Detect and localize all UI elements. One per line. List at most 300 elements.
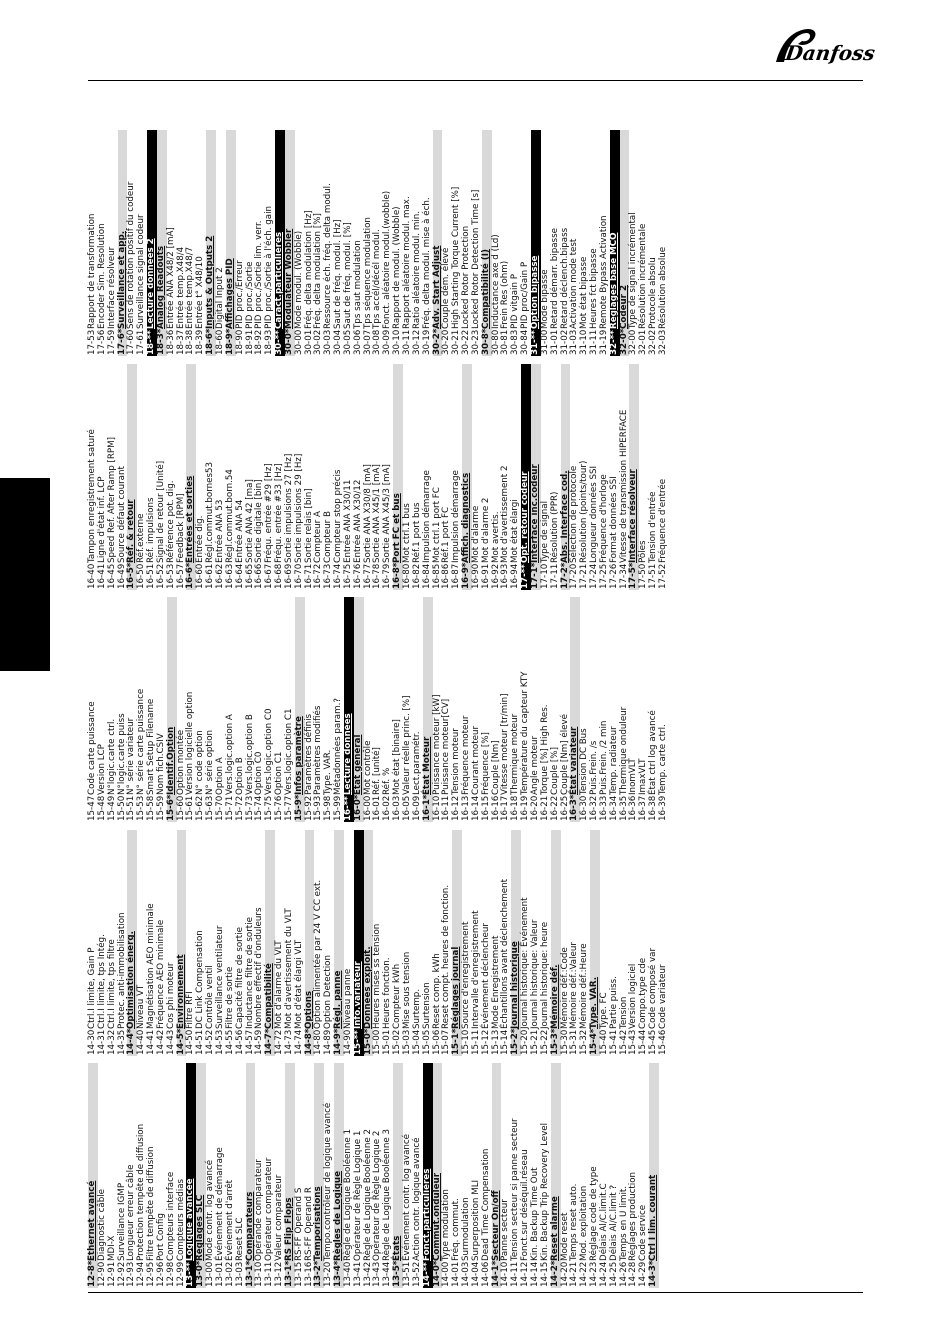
parameter-number: 30-23 [470, 329, 481, 355]
parameter-number: 17-50 [638, 563, 649, 589]
parameter-number: 18-37 [175, 329, 186, 355]
parameter-name: Surveillance signal codeur [136, 214, 147, 329]
parameter-number: 30-04 [333, 329, 344, 355]
parameter-number: 32-00 [628, 329, 639, 355]
parameter-number: 17-59 [106, 329, 117, 355]
parameter-name: Règle de Logique Booléenne 3 [382, 1128, 393, 1261]
parameter-name: Speed Ref. After Ramp [RPM] [106, 436, 117, 563]
parameter-name: Rapport de transformation [87, 213, 97, 329]
parameter-number: 17-10 [539, 563, 550, 589]
header-rule [88, 80, 863, 81]
parameter-number: 17-53 [87, 329, 97, 355]
parameter-number: 13-20 [323, 1261, 334, 1287]
parameter-number: 16-03 [392, 795, 403, 821]
parameter-name: Heures mises ss tension [372, 923, 383, 1029]
parameter-name: Mod. exploitation [579, 1185, 590, 1261]
parameter-number: 16-57 [175, 563, 186, 589]
parameter-number: 15-9* [293, 794, 304, 821]
parameter-number: 16-02 [382, 795, 393, 821]
parameter-number: 14-15 [539, 1261, 550, 1287]
parameter-number: 14-21 [569, 1261, 580, 1287]
parameter-name: Adv. Start Adjust [431, 245, 442, 329]
parameter-name: État Moteur [421, 736, 432, 795]
parameter-number: 15-48 [96, 795, 107, 821]
parameter-number: 31-00 [539, 329, 550, 355]
parameter-name: Mémoire déf.:Code [559, 947, 570, 1029]
parameter-number: 14-40 [136, 1029, 147, 1055]
parameter-number: 15-99 [333, 795, 344, 821]
parameter-name: Comparateurs [244, 1191, 255, 1261]
parameter-name: Compatibilité [264, 963, 275, 1029]
parameter-name: Opérateur comparateur [264, 1157, 275, 1261]
parameter-number: 16-22 [549, 795, 560, 821]
parameter-name: Ctrl.I limite, tps Intég. [96, 934, 107, 1029]
parameter-number: 16-16 [490, 795, 501, 821]
parameter-number: 30-80 [490, 329, 501, 355]
parameter-name: Sens de rotation positif du codeur [126, 181, 137, 329]
parameter-number: 16-12 [451, 795, 462, 821]
parameter-name: Saut de fréq. modul. [Hz] [333, 219, 344, 329]
parameter-name: Paramètres définis [303, 713, 314, 795]
parameter-number: 16-11 [441, 795, 452, 821]
parameter-number: 15-07 [441, 1029, 452, 1055]
parameter-number: 30-02 [313, 329, 324, 355]
parameter-number: 14-57 [244, 1029, 255, 1055]
parameter-number: 16-84 [421, 563, 432, 589]
parameter-number: 16-51 [146, 563, 157, 589]
parameter-number: 15-42 [618, 1029, 629, 1055]
parameter-number: 15-74 [254, 795, 265, 821]
parameter-number: 17-60 [126, 329, 137, 355]
parameter-number: 13-03 [234, 1261, 245, 1287]
parameter-name: Surveillance et app. [116, 231, 127, 329]
parameter-name: Fréq. commut. [451, 1198, 462, 1261]
parameter-name: Surveillance IGMP [116, 1182, 127, 1261]
parameter-name: Heures fonction. [382, 957, 393, 1029]
parameter-number: 15-22 [539, 1029, 550, 1055]
parameter-name: N° série option [205, 729, 216, 795]
parameter-name: État variateur [569, 726, 580, 795]
parameter-number: 16-66 [254, 563, 265, 589]
parameter-name: Panne secteur [500, 1199, 511, 1261]
parameter-name: Référence pot. dig. [165, 480, 176, 563]
parameter-name: Mot avertis. [490, 511, 501, 563]
parameter-name: Tension secteur si panne secteur [510, 1118, 521, 1261]
parameter-number: 13-41 [352, 1261, 363, 1287]
parameter-number: 14-8* [303, 1028, 314, 1055]
parameter-number: 15-01 [382, 1029, 393, 1055]
parameter-number: 14-41 [146, 1029, 157, 1055]
parameter-name: Codeur 2 [618, 285, 629, 329]
parameter-name: Opérateur de Règle Logique 1 [352, 1130, 363, 1261]
parameter-name: Mot d'état élargi VLT [293, 939, 304, 1029]
parameter-name: Réf.externe [136, 513, 147, 563]
parameter-name: Version logiciel [628, 963, 639, 1029]
parameter-number: 15-61 [185, 795, 196, 821]
parameter-name: Impulsion démarrage [421, 470, 432, 563]
parameter-name: Ethernet avancé [87, 1180, 97, 1261]
parameter-name: Entrée temp.X48/7 [185, 246, 196, 329]
parameter-name: Optimisation énerg. [126, 931, 137, 1029]
parameter-row [659, 830, 669, 1056]
parameter-name: InomVLT [628, 758, 639, 795]
parameter-number: 16-01 [372, 795, 383, 821]
parameter-name: Saut de fréq. modul. [%] [342, 222, 353, 329]
parameter-number: 16-41 [96, 563, 107, 589]
parameter-number: 14-28 [628, 1261, 639, 1287]
parameter-name: Compteur kWh [392, 963, 403, 1029]
parameter-name: Lecture données [342, 713, 353, 795]
parameter-name: Réglages production [628, 1171, 639, 1261]
parameter-name: Mot contrôle [362, 740, 373, 795]
parameter-name: Résolution (PPR) [549, 491, 560, 563]
parameter-number: 16-61 [205, 563, 216, 589]
parameter-name: Mode bipasse [539, 269, 550, 329]
parameter-number: 16-34 [608, 795, 619, 821]
parameter-number: 14-** [421, 1262, 432, 1287]
parameter-name: Lect.paramétr. [411, 731, 422, 795]
parameter-name: Courant moteur [470, 725, 481, 795]
parameter-name: Dead Time Compensation [480, 1148, 491, 1261]
parameter-number: 14-24 [598, 1261, 609, 1287]
parameter-name: Régl. panne [333, 970, 344, 1029]
parameter-number: 12-99 [175, 1261, 186, 1287]
parameter-number: 15-60 [175, 795, 186, 821]
parameter-number: 31-01 [549, 329, 560, 355]
parameter-name: Mise sous tension [402, 951, 412, 1029]
parameter-number: 15-44 [638, 1029, 649, 1055]
parameter-number: 14-51 [195, 1029, 206, 1055]
parameter-number: 13-01 [214, 1261, 225, 1287]
parameter-name: Réf.1 port FC [441, 506, 452, 563]
parameter-name: Ratio aléatoire modul. min. [411, 211, 422, 329]
parameter-number: 18-60 [214, 329, 225, 355]
danfoss-logo [772, 22, 877, 72]
parameter-name: Ressource éch. fréq. delta modul. [323, 183, 334, 329]
parameter-name: Couple [Nm] élevé [559, 713, 570, 795]
parameter-number: 16-19 [520, 795, 531, 821]
column-3 [88, 597, 669, 822]
parameter-name: Délais Al/C.limit ? [608, 1184, 619, 1261]
parameter-name: Retard déclench.bipass [559, 227, 570, 329]
parameter-number: 17-61 [136, 329, 147, 355]
parameter-name: Tampon enregistrement saturé [87, 429, 97, 563]
parameter-name: Code carte puissance [87, 701, 97, 795]
parameter-name: Kin. Backup Trip Recovery Level [539, 1122, 550, 1261]
parameter-number: 14-06 [480, 1261, 491, 1287]
parameter-number: 16-5* [126, 562, 137, 589]
parameter-number: 14-50 [185, 1029, 196, 1055]
parameter-name: Entrée ANA 54 [234, 499, 245, 563]
parameter-number: 15-43 [628, 1029, 639, 1055]
parameter-number: 31-** [529, 330, 540, 355]
parameter-name: Mot état bipasse [579, 256, 590, 329]
parameter-name: Fréq. delta modulation [Hz] [303, 210, 314, 329]
parameter-name: Temps en U limit. [618, 1185, 629, 1261]
parameter-number: 30-83 [510, 329, 521, 355]
parameter-name: Lecture données 2 [146, 238, 157, 329]
parameter-number: 15-31 [569, 1029, 580, 1055]
parameter-number: 13-** [185, 1262, 196, 1287]
parameter-number: 16-64 [234, 563, 245, 589]
parameter-name: Activation mode test [569, 238, 580, 329]
parameter-name: Fréquence d'entrée [657, 478, 668, 563]
parameter-name: Entrées et sorties [185, 475, 196, 563]
parameter-number: 15-53 [136, 795, 147, 821]
parameter-number: 15-21 [529, 1029, 540, 1055]
parameter-number: 12-91 [106, 1261, 117, 1287]
parameter-name: Options [303, 990, 314, 1029]
parameter-number: 32-01 [638, 329, 649, 355]
parameter-name: Événement de démarrage [214, 1147, 225, 1261]
parameter-number: 18-92 [254, 329, 265, 355]
parameter-number: 15-32 [579, 1029, 590, 1055]
parameter-number: 13-4* [333, 1260, 344, 1287]
parameter-name: Encoder Sim. Resolution [96, 223, 107, 329]
parameter-number: 14-7* [264, 1028, 275, 1055]
parameter-name: PID proc./Sortie lim. verr. [254, 220, 265, 329]
parameter-number: 15-92 [303, 795, 314, 821]
parameter-number: 14-01 [451, 1261, 462, 1287]
parameter-number: 30-05 [342, 329, 353, 355]
parameter-name: Surtemp. [411, 988, 422, 1029]
parameter-name: Ctrl.I limite, tps filtre [106, 939, 117, 1029]
parameter-number: 17-51 [648, 563, 659, 589]
parameter-number: 18-** [146, 330, 157, 355]
parameter-number: 14-10 [500, 1261, 511, 1287]
parameter-name: Sélection de protocole [569, 465, 580, 563]
parameter-number: 16-38 [648, 795, 659, 821]
parameter-name: Opérateur de Règle Logique 2 [372, 1130, 383, 1261]
parameter-number: 16-36 [628, 795, 639, 821]
parameter-name: Filtre de sortie [224, 966, 235, 1029]
parameter-name: Type de signal [539, 500, 550, 563]
parameter-number: 16-91 [480, 563, 491, 589]
parameter-name: Port Config [155, 1213, 166, 1261]
parameter-name: Caract.particulières [274, 231, 285, 329]
parameter-name: Vers.logic.option C1 [283, 708, 294, 795]
parameter-name: Entrée ANA X48/2 [mA] [165, 227, 176, 329]
parameter-name: Règles de Logique [333, 1171, 344, 1261]
parameter-name: Partie puiss. [608, 976, 619, 1029]
parameter-name: Réf. & retour [126, 499, 137, 563]
parameter-name: Angle moteur [529, 735, 540, 795]
column-2 [88, 830, 669, 1056]
parameter-name: Nom fich.CSIV [155, 733, 166, 795]
parameter-number: 13-51 [402, 1261, 412, 1287]
parameter-name: Sortie impulsions 29 [Hz] [293, 453, 304, 563]
parameter-name: Identif.Option [165, 726, 176, 795]
parameter-number: 30-8* [480, 328, 491, 355]
parameter-name: Vers.logic.option C0 [264, 708, 275, 795]
parameter-number: 16-70 [293, 563, 304, 589]
parameter-number: 15-50 [116, 795, 127, 821]
parameter-name: États [392, 1235, 403, 1261]
parameter-row [659, 364, 669, 590]
parameter-number: 15-70 [214, 795, 225, 821]
parameter-number: 14-26 [618, 1261, 629, 1287]
parameter-name: Journal historique: Événement [520, 897, 531, 1029]
parameter-name: Option B [234, 757, 245, 795]
parameter-number: 30-06 [352, 329, 363, 355]
parameter-name: Mot d'avertissement du VLT [283, 908, 294, 1029]
parameter-number: 30-03 [323, 329, 334, 355]
parameter-number: 13-43 [372, 1261, 383, 1287]
parameter-name: Niveau panne [342, 968, 353, 1029]
parameter-number: 14-89 [323, 1029, 334, 1055]
parameter-number: 14-42 [155, 1029, 166, 1055]
parameter-name: PID proc./Sortie [244, 261, 255, 329]
parameter-name: Métadonnées param.? [333, 698, 344, 795]
parameter-number: 15-76 [274, 795, 285, 821]
parameter-number: 16-82 [411, 563, 422, 589]
parameter-number: 30-07 [362, 329, 373, 355]
parameter-number: 14-11 [510, 1261, 521, 1287]
parameter-number: 16-76 [352, 563, 363, 589]
parameter-number: 13-52 [411, 1261, 422, 1287]
parameter-number: 15-77 [283, 795, 294, 821]
parameter-number: 16-00 [362, 795, 373, 821]
parameter-name: Couple dém. élevé [441, 247, 452, 329]
parameter-number: 16-62 [214, 563, 225, 589]
parameter-name: Locked Rotor Protection [461, 225, 472, 329]
parameter-name: Vitesse de transmission HIPERFACE [618, 409, 629, 563]
parameter-name: Code variateur [657, 964, 668, 1029]
parameter-number: 16-15 [480, 795, 491, 821]
parameter-name: Puissance moteur[CV] [441, 698, 452, 795]
parameter-name: Magnétisation AEO minimale [146, 903, 157, 1029]
parameter-number: 16-93 [500, 563, 511, 589]
parameter-name: Réglages base MCO [608, 232, 619, 329]
parameter-number: 14-30 [87, 1029, 97, 1055]
parameter-name: Mémoire déf.:Heure [579, 943, 590, 1029]
parameter-number: 15-46 [657, 1029, 668, 1055]
parameter-number: 16-33 [598, 795, 609, 821]
parameter-number: 13-10 [254, 1261, 265, 1287]
parameter-number: 12-94 [136, 1261, 147, 1287]
parameter-number: 14-43 [165, 1029, 176, 1055]
parameter-name: Action contr. logique avancé [411, 1137, 422, 1261]
parameter-name: Sortie relais [bin] [303, 488, 314, 563]
parameter-number: 16-92 [490, 563, 501, 589]
parameter-name: Inductance filtre de sortie [244, 917, 255, 1029]
parameter-name: Type. VAR. [589, 977, 600, 1029]
parameter-name: Option A [214, 757, 225, 795]
parameter-name: Sortie ANA X30/8 [mA] [362, 464, 373, 563]
parameter-row [659, 130, 669, 356]
parameter-number: 15-02 [392, 1029, 403, 1055]
parameter-name: Entrée ANA 53 [214, 499, 225, 563]
parameter-number: 31-02 [559, 329, 570, 355]
parameter-number: 17-5* [628, 562, 639, 589]
parameter-number: 14-53 [214, 1029, 225, 1055]
parameter-number: 16-21 [539, 795, 550, 821]
parameter-name: Réglage code de type [589, 1166, 600, 1261]
logo-wordmark: Danfoss [783, 41, 877, 65]
parameter-number: 31-03 [569, 329, 580, 355]
parameter-name: Puissance moteur [kW] [431, 694, 442, 795]
parameter-number: 18-3* [155, 328, 166, 355]
parameter-number: 14-29 [638, 1261, 649, 1287]
parameter-number: 15-12 [480, 1029, 491, 1055]
parameter-name: Sortie ANA 42 [ma] [244, 479, 255, 563]
parameter-number: 30-00 [293, 329, 304, 355]
parameter-name: RS-FF Operand S [293, 1187, 304, 1261]
parameter-number: 13-11 [264, 1261, 275, 1287]
parameter-name: Tension moteur [451, 728, 462, 795]
parameter-number: 16-35 [618, 795, 629, 821]
parameter-number: 18-93 [264, 329, 275, 355]
parameter-name: Vitesse moteur [tr/min] [500, 693, 511, 795]
parameter-name: Réglages journal [451, 946, 462, 1029]
parameter-name: Surveillance ventilateur [214, 925, 225, 1029]
parameter-number: 16-80 [402, 563, 412, 589]
parameter-name: Réf. [unité] [372, 747, 383, 795]
parameter-name: Fréquence AEO minimale [155, 919, 166, 1029]
parameter-name: Cos phi moteur [165, 962, 176, 1029]
parameter-name: Format données SSI [608, 476, 619, 563]
parameter-number: 17-56 [96, 329, 107, 355]
parameter-name: Logique avancée [185, 1178, 196, 1261]
column-1 [88, 1063, 659, 1288]
parameter-number: 16-30 [579, 795, 590, 821]
parameter-number: 17-11 [549, 563, 560, 589]
parameter-name: Mot état [binaire] [392, 719, 403, 795]
parameter-name: Protec. anti-immobilisation [116, 912, 127, 1029]
parameter-name: Compteur stop précis [333, 469, 344, 563]
parameter-number: 15-73 [244, 795, 255, 821]
parameter-name: High Starting Torque Current [%] [451, 186, 462, 329]
parameter-name: Diagnostic câble [96, 1188, 107, 1261]
parameter-name: Interface inc.codeur [529, 464, 540, 563]
parameter-number: 17-1* [529, 562, 540, 589]
parameter-name: Signal de retour [Unité] [155, 460, 166, 563]
parameter-name: N°logic.carte ctrl. [106, 718, 117, 795]
parameter-number: 31-19 [598, 329, 609, 355]
parameter-number: 16-25 [559, 795, 570, 821]
parameter-number: 31-11 [589, 329, 600, 355]
parameter-name: État ctrl log avancé [648, 710, 659, 795]
parameter-number: 14-03 [461, 1261, 472, 1287]
parameter-number: 16-49 [116, 563, 127, 589]
parameter-number: 30-10 [392, 329, 403, 355]
parameter-number: 17-25 [598, 563, 609, 589]
parameter-number: 14-80 [313, 1029, 324, 1055]
parameter-name: Paramètres modifiés [313, 705, 324, 795]
parameter-number: 12-93 [126, 1261, 137, 1287]
parameter-name: Fréqu. entrée #33 [Hz] [274, 463, 285, 563]
parameter-name: Analog Readouts [155, 245, 166, 329]
parameter-name: Affichages PID [224, 258, 235, 329]
parameter-name: Valeur comparateur [274, 1174, 285, 1261]
parameter-number: 15-14 [500, 1029, 511, 1055]
parameter-number: 30-21 [451, 329, 462, 355]
parameter-name: Thermique onduleur [618, 706, 629, 795]
parameter-number: 16-79 [382, 563, 393, 589]
parameter-name: Interface résolveur [628, 469, 639, 563]
parameter-name: N° série carte puissance [136, 688, 147, 795]
parameter-name: Niveau VT [136, 984, 147, 1029]
parameter-name: Mot d'alarme [470, 505, 481, 563]
parameter-number: 14-20 [559, 1261, 570, 1287]
parameter-name: Ctrl I lim. courant [648, 1174, 659, 1261]
parameter-name: Type. VAR. [323, 749, 334, 795]
parameter-name: Reset compt. heures de fonction. [441, 884, 452, 1029]
parameter-number: 18-6* [205, 328, 216, 355]
parameter-name: Type. FC [598, 992, 609, 1029]
parameter-number: 15-05 [421, 1029, 432, 1055]
parameter-number: 14-14 [529, 1261, 540, 1287]
